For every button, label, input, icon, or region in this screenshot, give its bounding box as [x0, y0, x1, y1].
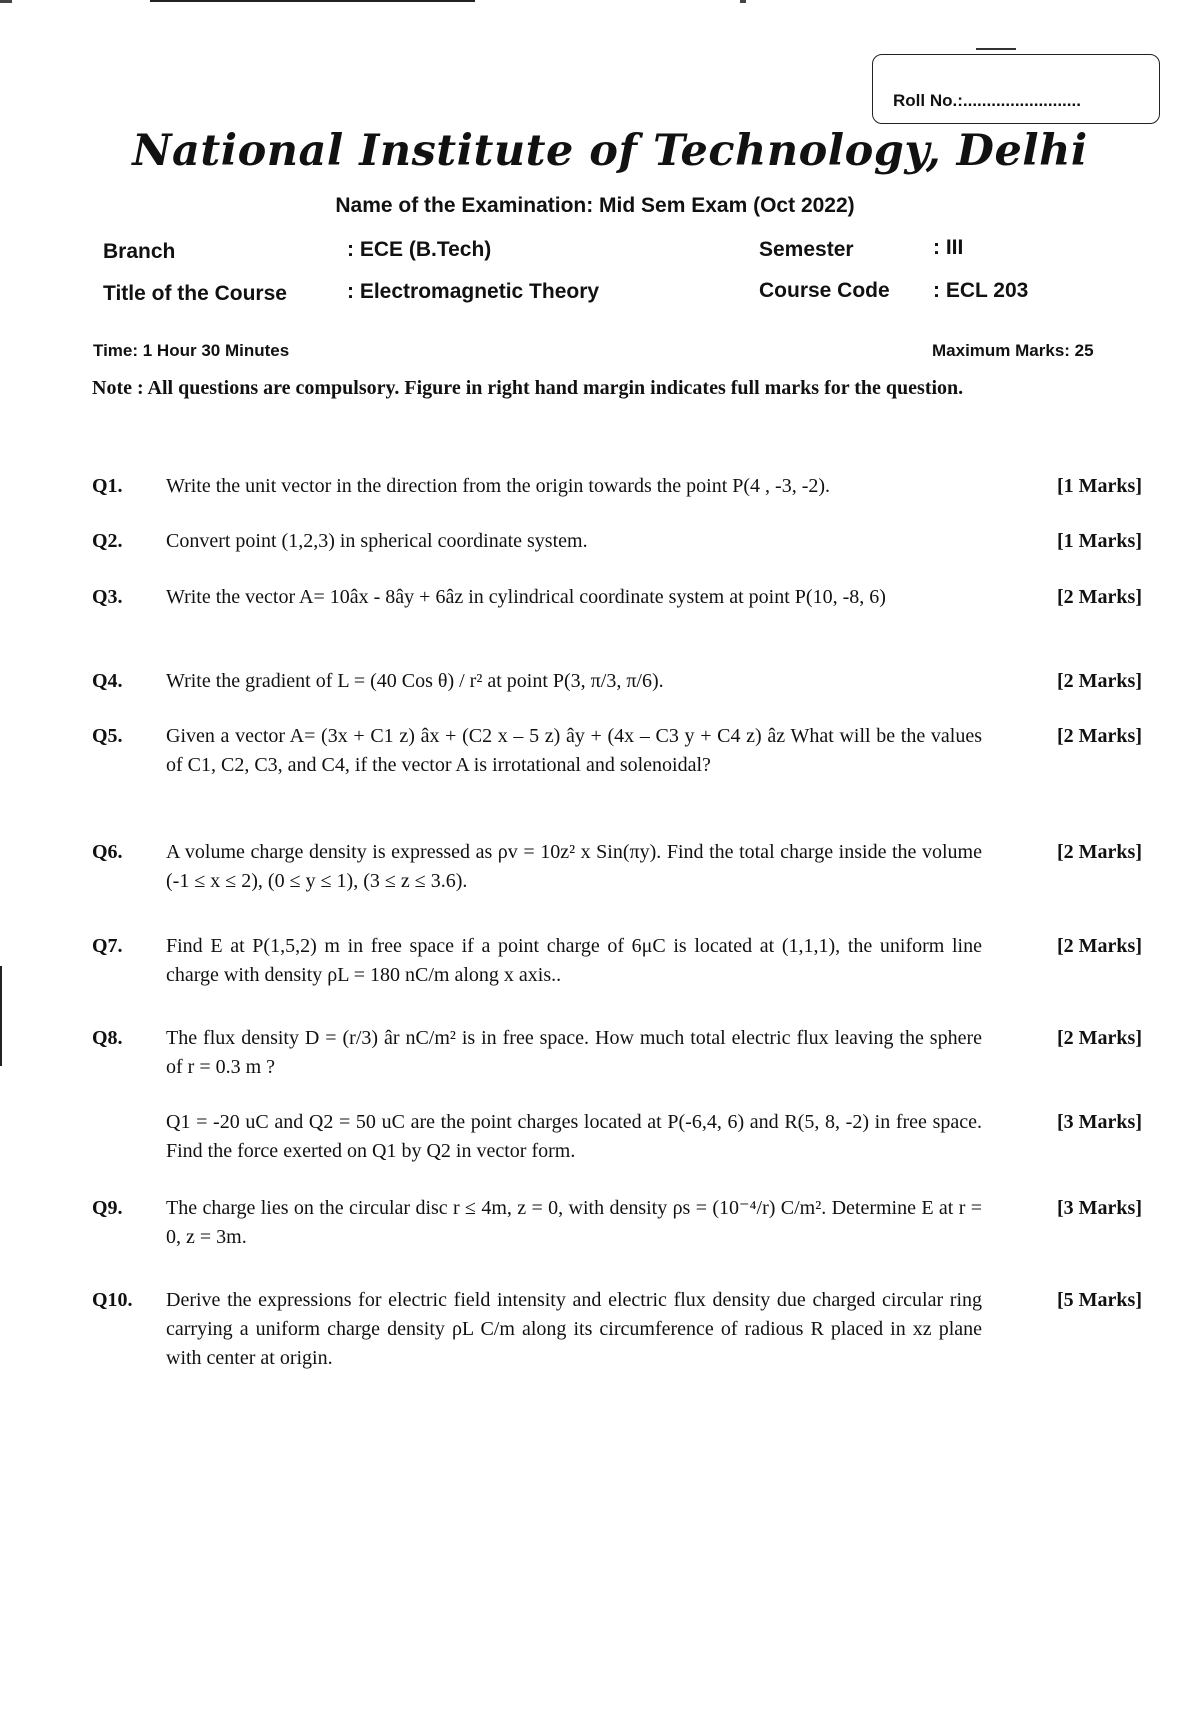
question-marks: [2 Marks]: [1057, 935, 1142, 957]
question-marks: [2 Marks]: [1057, 725, 1142, 747]
margin-mark: [0, 966, 2, 1066]
question-marks: [1 Marks]: [1057, 530, 1142, 552]
exam-duration: Time: 1 Hour 30 Minutes: [93, 341, 290, 360]
scan-mark: [0, 0, 12, 3]
course-title-value: : Electromagnetic Theory: [347, 280, 600, 303]
question-marks: [1 Marks]: [1057, 475, 1142, 497]
top-rule: [150, 0, 475, 6]
question-marks: [2 Marks]: [1057, 1027, 1142, 1049]
question-text: Write the gradient of L = (40 Cos θ) / r² at point P(3, π/3, π/6).: [166, 670, 664, 692]
roll-box-tick: [976, 48, 1016, 50]
question-text: Derive the expressions for electric field intensity and electric flux density due charged circular ring carrying a uniform charge density ρL C/m along its circumference of radious R placed in xz plane with center at origin.: [166, 1289, 982, 1369]
question-number: Q4.: [92, 670, 123, 692]
question-marks: [3 Marks]: [1057, 1111, 1142, 1133]
question-text: Find E at P(1,5,2) m in free space if a point charge of 6μC is located at (1,1,1), the uniform line charge with density ρL = 180 nC/m along x axis..: [166, 935, 982, 986]
institute-title: National Institute of Technology, Delhi: [132, 126, 1088, 176]
question-marks: [2 Marks]: [1057, 841, 1142, 863]
question-number: Q10.: [92, 1289, 133, 1311]
question-text: The charge lies on the circular disc r ≤ 4m, z = 0, with density ρs = (10⁻⁴/r) C/m². Determine E at r = 0, z = 3m.: [166, 1197, 982, 1248]
semester-value: : III: [933, 236, 964, 259]
question-text: Write the vector A= 10âx - 8ây + 6âz in cylindrical coordinate system at point P(10, -8, 6): [166, 586, 886, 608]
question-number: Q5.: [92, 725, 123, 747]
semester-label: Semester: [759, 238, 854, 261]
question-text: Convert point (1,2,3) in spherical coordinate system.: [166, 530, 588, 552]
question-number: Q9.: [92, 1197, 123, 1219]
question-marks: [3 Marks]: [1057, 1197, 1142, 1219]
question-number: Q1.: [92, 475, 123, 497]
course-title-label: Title of the Course: [103, 282, 287, 305]
question-marks: [5 Marks]: [1057, 1289, 1142, 1311]
roll-number-label: Roll No.:.........................: [893, 91, 1081, 110]
roll-number-box: [872, 54, 1160, 124]
question-text: A volume charge density is expressed as ρv = 10z² x Sin(πy). Find the total charge inside the volume (-1 ≤ x ≤ 2), (0 ≤ y ≤ 1), (3 ≤ z ≤ 3.6).: [166, 841, 982, 892]
instructions-note: Note : All questions are compulsory. Figure in right hand margin indicates full marks for the question.: [92, 377, 964, 399]
exam-name: Name of the Examination: Mid Sem Exam (Oct 2022): [335, 194, 855, 217]
question-text: Q1 = -20 uC and Q2 = 50 uC are the point charges located at P(-6,4, 6) and R(5, 8, -2) in free space. Find the force exerted on Q1 by Q2 in vector form.: [166, 1111, 982, 1162]
course-code-value: : ECL 203: [933, 279, 1029, 302]
question-text: Write the unit vector in the direction from the origin towards the point P(4 , -3, -2).: [166, 475, 831, 497]
question-number: Q3.: [92, 586, 123, 608]
scan-mark: [740, 0, 746, 3]
question-marks: [2 Marks]: [1057, 586, 1142, 608]
maximum-marks: Maximum Marks: 25: [932, 341, 1094, 360]
question-number: Q2.: [92, 530, 123, 552]
question-text: Given a vector A= (3x + C1 z) âx + (C2 x – 5 z) ây + (4x – C3 y + C4 z) âz What will be the values of C1, C2, C3, and C4, if the vector A is irrotational and solenoidal?: [166, 725, 982, 776]
question-number: Q8.: [92, 1027, 123, 1049]
course-code-label: Course Code: [759, 279, 890, 302]
question-text: The flux density D = (r/3) âr nC/m² is in free space. How much total electric flux leaving the sphere of r = 0.3 m ?: [166, 1027, 982, 1078]
question-number: Q7.: [92, 935, 123, 957]
branch-label: Branch: [103, 240, 176, 263]
question-marks: [2 Marks]: [1057, 670, 1142, 692]
question-number: Q6.: [92, 841, 123, 863]
branch-value: : ECE (B.Tech): [347, 238, 492, 261]
